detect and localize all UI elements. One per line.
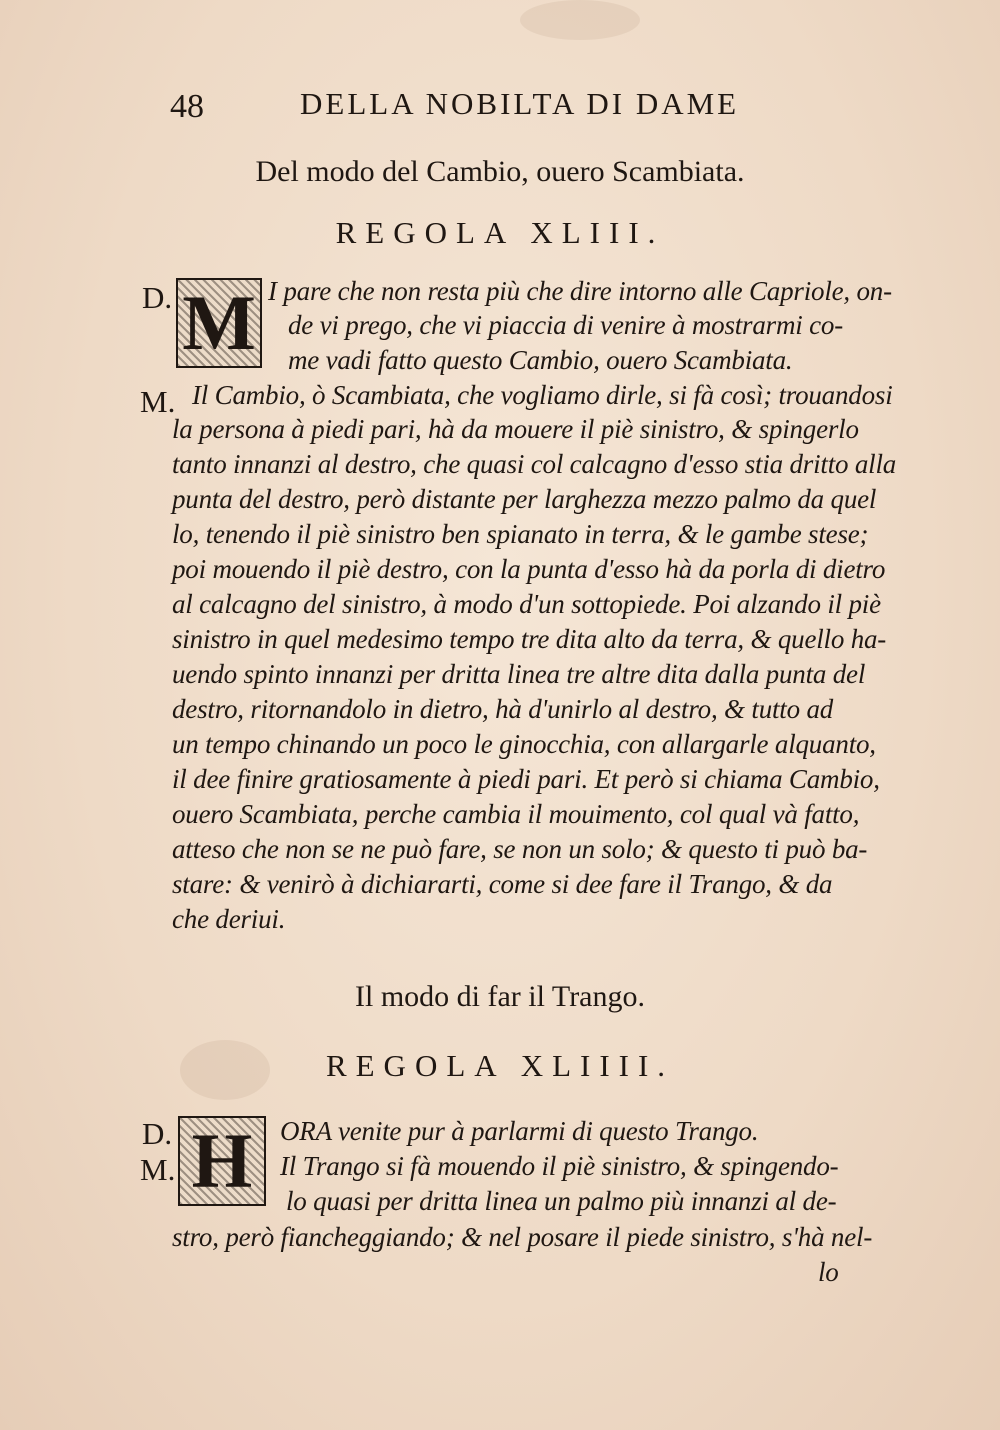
catchword: lo bbox=[818, 1257, 839, 1287]
paper-stain bbox=[520, 0, 640, 40]
text-line: atteso che non se ne può fare, se non un solo; & questo ti può ba- bbox=[172, 834, 868, 864]
text-line: ORA venite pur à parlarmi di questo Trango. bbox=[280, 1116, 759, 1146]
text-line: Il Trango si fà mouendo il piè sinistro, & spingendo- bbox=[280, 1151, 839, 1181]
rule-heading: REGOLA XLIIII. bbox=[325, 1048, 675, 1083]
text-line: al calcagno del sinistro, à modo d'un sottopiede. Poi alzando il piè bbox=[172, 589, 881, 619]
text-line: I pare che non resta più che dire intorno alle Capriole, on- bbox=[268, 276, 892, 306]
initial-letter: H bbox=[180, 1118, 264, 1204]
speaker-d: D. bbox=[142, 280, 173, 315]
text-line: lo quasi per dritta linea un palmo più innanzi al de- bbox=[286, 1186, 837, 1216]
initial-letter: M bbox=[178, 280, 260, 366]
text-line: sinistro in quel medesimo tempo tre dita alto da terra, & quello ha- bbox=[172, 624, 887, 654]
page-number: 48 bbox=[170, 88, 204, 125]
text-line: uendo spinto innanzi per dritta linea tre altre dita dalla punta del bbox=[172, 659, 866, 689]
speaker-m: M. bbox=[140, 384, 176, 419]
text-line: un tempo chinando un poco le ginocchia, con allargarle alquanto, bbox=[172, 729, 876, 759]
text-line: stare: & venirò à dichiararti, come si dee fare il Trango, & da bbox=[172, 869, 833, 899]
text-line: me vadi fatto questo Cambio, ouero Scambiata. bbox=[288, 345, 793, 375]
running-head: DELLA NOBILTA DI DAME bbox=[300, 86, 740, 121]
text-line: de vi prego, che vi piaccia di venire à mostrarmi co- bbox=[288, 310, 843, 340]
section-title: Del modo del Cambio, ouero Scambiata. bbox=[255, 155, 745, 188]
text-line: Il Cambio, ò Scambiata, che vogliamo dirle, si fà così; trouandosi bbox=[192, 380, 893, 410]
text-line: ouero Scambiata, perche cambia il mouimento, col qual và fatto, bbox=[172, 799, 860, 829]
decorated-initial bbox=[176, 278, 262, 368]
rule-heading: REGOLA XLIII. bbox=[335, 215, 665, 250]
speaker-m: M. bbox=[140, 1152, 176, 1187]
text-line: destro, ritornandolo in dietro, hà d'unirlo al destro, & tutto ad bbox=[172, 694, 834, 724]
text-line: tanto innanzi al destro, che quasi col calcagno d'esso stia dritto alla bbox=[172, 449, 897, 479]
text-line: che deriui. bbox=[172, 904, 286, 934]
text-line: il dee finire gratiosamente à piedi pari. Et però si chiama Cambio, bbox=[172, 764, 880, 794]
text-line: poi mouendo il piè destro, con la punta d'esso hà da porla di dietro bbox=[172, 554, 886, 584]
text-line: punta del destro, però distante per larghezza mezzo palmo da quel bbox=[172, 484, 877, 514]
section-title: Il modo di far il Trango. bbox=[355, 980, 645, 1013]
text-line: la persona à piedi pari, hà da mouere il piè sinistro, & spingerlo bbox=[172, 414, 859, 444]
text-line: stro, però fiancheggiando; & nel posare il piede sinistro, s'hà nel- bbox=[172, 1222, 873, 1252]
text-line: lo, tenendo il piè sinistro ben spianato in terra, & le gambe stese; bbox=[172, 519, 869, 549]
speaker-d: D. bbox=[142, 1116, 173, 1151]
decorated-initial bbox=[178, 1116, 266, 1206]
